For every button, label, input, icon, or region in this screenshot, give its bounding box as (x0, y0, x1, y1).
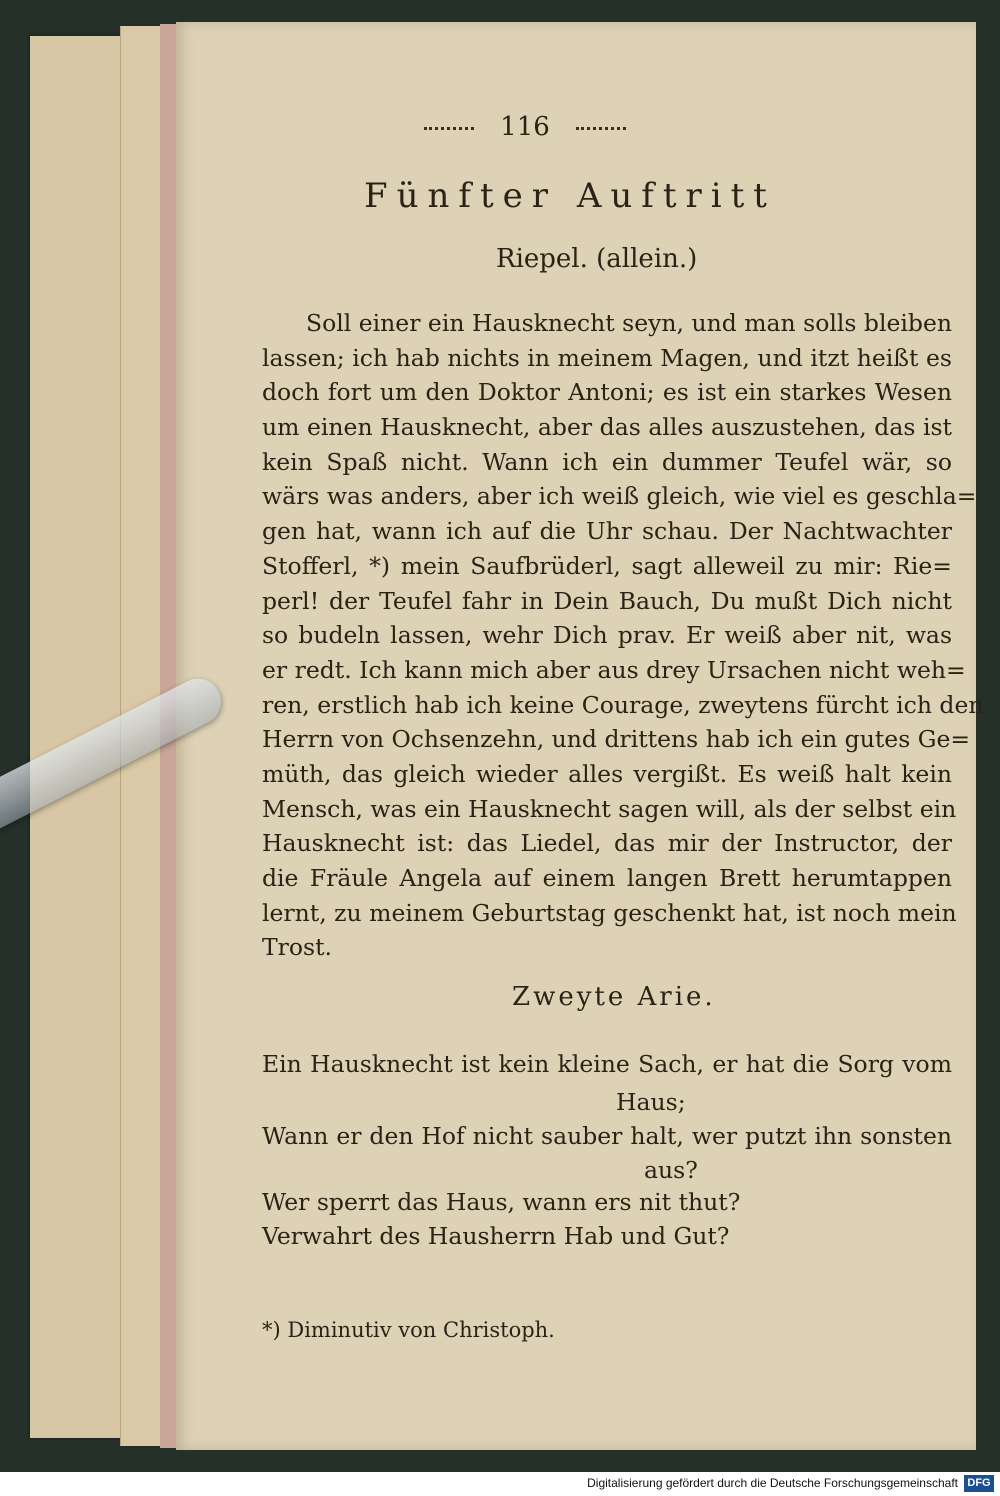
page-number: 116 (500, 112, 550, 142)
prose-line: lernt, zu meinem Geburtstag geschenkt hat, ist noch mein (262, 898, 957, 927)
prose-line: wärs was anders, aber ich weiß gleich, wie viel es geschla= (262, 482, 977, 511)
prose-line: müth, das gleich wieder alles vergißt. Es weiß halt kein (262, 759, 952, 788)
prose-line: die Fräule Angela auf einem langen Brett herumtappen (262, 864, 952, 892)
footnote: *) Diminutiv von Christoph. (262, 1318, 555, 1342)
prose-line: ren, erstlich hab ich keine Courage, zweytens fürcht ich den (262, 690, 984, 719)
footer-bar (0, 1472, 1000, 1496)
verse-line: Ein Hausknecht ist kein kleine Sach, er hat die Sorg vom (262, 1050, 952, 1078)
verse-line: Wer sperrt das Haus, wann ers nit thut? (262, 1188, 741, 1216)
aria-title: Zweyte Arie. (512, 982, 716, 1012)
prose-line: er redt. Ich kann mich aber aus drey Ursachen nicht weh= (262, 655, 966, 684)
prose-line: gen hat, wann ich auf die Uhr schau. Der Nachtwachter (262, 517, 952, 546)
prose-line: Trost. (262, 933, 333, 962)
prose-block (262, 306, 984, 965)
scene-title: Fünfter Auftritt (364, 176, 776, 216)
page-header (290, 112, 760, 142)
prose-line: Herrn von Ochsenzehn, und drittens hab ich ein gutes Ge= (262, 725, 971, 754)
footer-credit: Digitalisierung gefördert durch die Deutsche Forschungsgemeinschaft (587, 1476, 958, 1490)
prose-line: Stofferl, *) mein Saufbrüderl, sagt alleweil zu mir: Rie= (262, 551, 952, 580)
verse-line: Wann er den Hof nicht sauber halt, wer putzt ihn sonsten (262, 1122, 952, 1150)
prose-line: kein Spaß nicht. Wann ich ein dummer Teufel wär, so (262, 447, 952, 476)
verse-line-continuation: Haus; (616, 1088, 686, 1116)
verse-line-continuation: aus? (644, 1156, 698, 1184)
header-ornament-right (576, 127, 626, 130)
prose-line: Soll einer ein Hausknecht seyn, und man solls bleiben (306, 309, 952, 337)
speaker-line: Riepel. (allein.) (496, 244, 698, 274)
prose-line: Mensch, was ein Hausknecht sagen will, als der selbst ein (262, 794, 957, 823)
prose-line: doch fort um den Doktor Antoni; es ist ein starkes Wesen (262, 378, 952, 407)
prose-line: perl! der Teufel fahr in Dein Bauch, Du mußt Dich nicht (262, 586, 952, 615)
prose-line: Hausknecht ist: das Liedel, das mir der Instructor, der (262, 829, 952, 858)
prose-line: um einen Hausknecht, aber das alles auszustehen, das ist (262, 413, 952, 442)
header-ornament-left (424, 127, 474, 130)
verse-line: Verwahrt des Hausherrn Hab und Gut? (262, 1222, 730, 1250)
dfg-logo-icon: DFG (964, 1475, 994, 1492)
prose-line: lassen; ich hab nichts in meinem Magen, und itzt heißt es (262, 343, 952, 372)
prose-line: so budeln lassen, wehr Dich prav. Er weiß aber nit, was (262, 621, 952, 650)
